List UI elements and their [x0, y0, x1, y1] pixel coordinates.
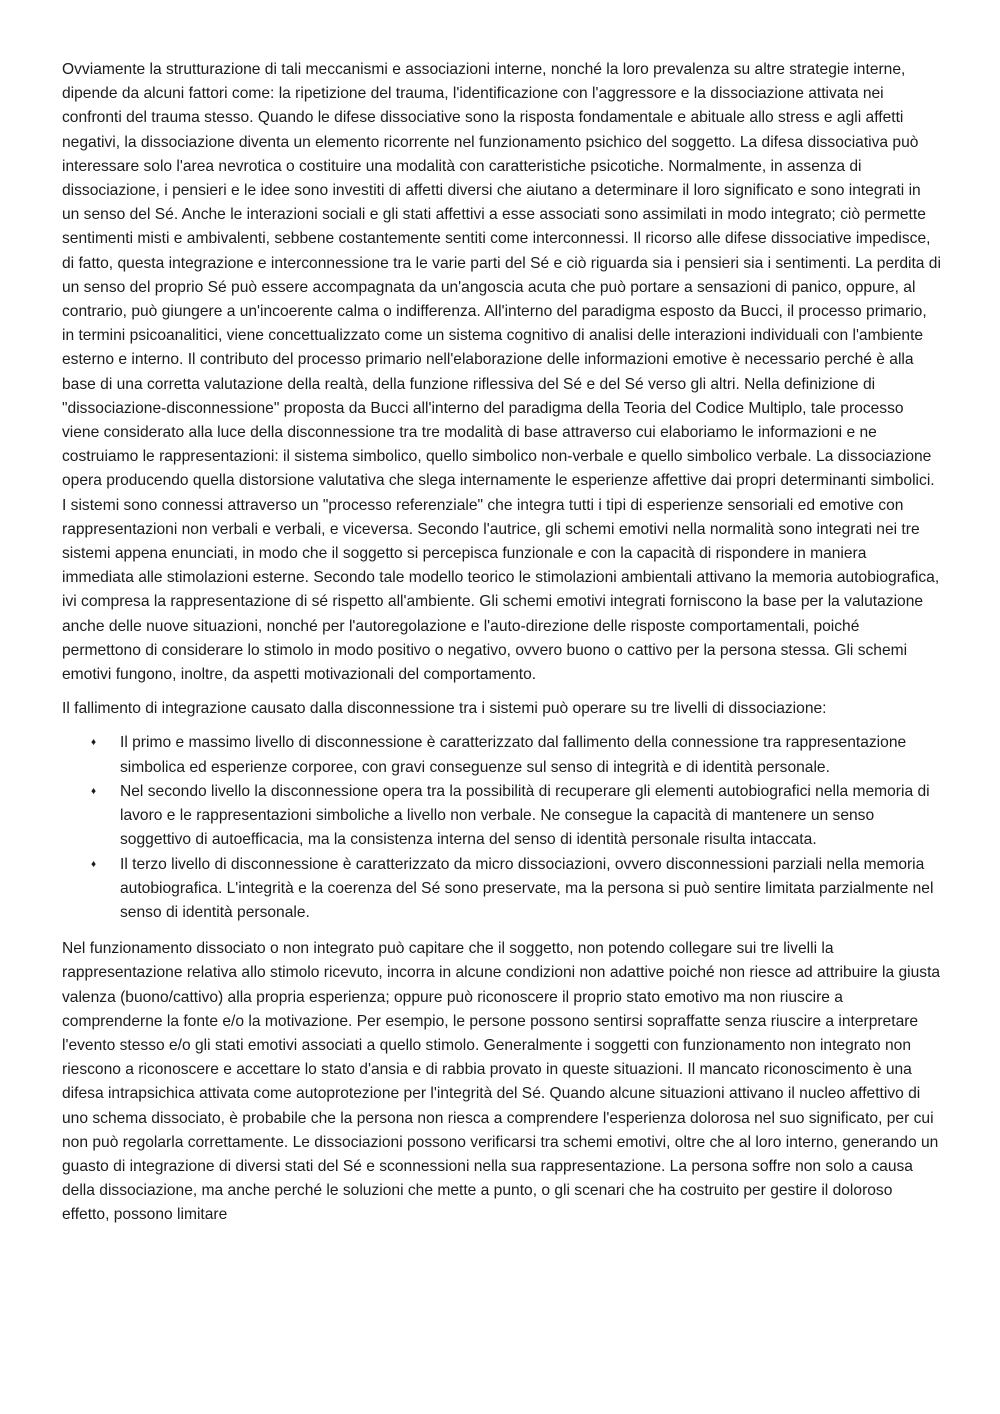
list-item-level-two — [91, 780, 942, 853]
list-item-text: Nel secondo livello la disconnessione opera tra la possibilità di recuperare gli elementi autobiografici nella memoria di lavoro e le rappresentazioni simboliche a livello non verbale. Ne consegue la capacità di mantenere un senso soggettivo di autoefficacia, ma la consistenza interna del senso di identità personale risulta intaccata. — [120, 782, 930, 849]
list-item-text: Il primo e massimo livello di disconnessione è caratterizzato dal fallimento della connessione tra rappresentazione simbolica ed esperienze corporee, con gravi conseguenze sul senso di integrità e di identità personale. — [120, 734, 907, 776]
paragraph-dissociation-overview: Ovviamente la strutturazione di tali meccanismi e associazioni interne, nonché la loro prevalenza su altre strategie interne, dipende da alcuni fattori come: la ripetizione del trauma, l'identificazione con l'aggressore e la dissociazione attivata nei confronti del trauma stesso. Quando le difese dissociative sono la risposta fondamentale e abituale allo stress e agli affetti negativi, la dissociazione diventa un elemento ricorrente nel funzionamento psichico del soggetto. La difesa dissociativa può interessare solo l'area nevrotica o costituire una modalità con caratteristiche psicotiche. Normalmente, in assenza di dissociazione, i pensieri e le idee sono investiti di affetti diversi che aiutano a determinare il loro significato e sono integrati in un senso del Sé. Anche le interazioni sociali e gli stati affettivi a esse associati sono assimilati in modo integrato; ciò permette sentimenti misti e ambivalenti, sebbene costantemente sentiti come interconnessi. Il ricorso alle difese dissociative impedisce, di fatto, questa integrazione e interconnessione tra le varie parti del Sé e ciò riguarda sia i pensieri sia i sentimenti. La perdita di un senso del proprio Sé può essere accompagnata da un'angoscia acuta che può portare a sensazioni di panico, oppure, al contrario, può giungere a un'incoerente calma o indifferenza. All'interno del paradigma esposto da Bucci, il processo primario, in termini psicoanalitici, viene concettualizzato come un sistema cognitivo di analisi delle interazioni individuali con l'ambiente esterno e interno. Il contributo del processo primario nell'elaborazione delle informazioni emotive è necessario perché è alla base di una corretta valutazione della realtà, della funzione riflessiva del Sé e del Sé verso gli altri. Nella definizione di "dissociazione-disconnessione" proposta da Bucci all'interno del paradigma della Teoria del Codice Multiplo, tale processo viene considerato alla luce della disconnessione tra tre modalità di base attraverso cui elaboriamo le informazioni e ne costruiamo le rappresentazioni: il sistema simbolico, quello simbolico non-verbale e quello simbolico verbale. La dissociazione opera producendo quella distorsione valutativa che slega internamente le esperienze affettive dai propri determinanti simbolici. I sistemi sono connessi attraverso un "processo referenziale" che integra tutti i tipi di esperienze sensoriali ed emotive con rappresentazioni non verbali e verbali, e viceversa. Secondo l'autrice, gli schemi emotivi nella normalità sono integrati nei tre sistemi appena enunciati, in modo che il soggetto si percepisca funzionale e con la capacità di rispondere in maniera immediata alle stimolazioni esterne. Secondo tale modello teorico le stimolazioni ambientali attivano la memoria autobiografica, ivi compresa la rappresentazione di sé rispetto all'ambiente. Gli schemi emotivi integrati forniscono la base per la valutazione anche delle nuove situazioni, nonché per l'autoregolazione e l'auto-direzione delle risposte comportamentali, poiché permettono di considerare lo stimolo in modo positivo o negativo, ovvero buono o cattivo per la persona stessa. Gli schemi emotivi fungono, inoltre, da aspetti motivazionali del comportamento. — [62, 61, 941, 684]
paragraph-integration-failure-intro: Il fallimento di integrazione causato dalla disconnessione tra i sistemi può operare su tre livelli di dissociazione: — [62, 700, 827, 718]
document-page — [62, 58, 942, 1238]
list-item-level-one — [91, 731, 942, 779]
diamond-bullet-icon: ♦ — [91, 785, 97, 797]
list-item-text: Il terzo livello di disconnessione è caratterizzato da micro dissociazioni, ovvero disconnessioni parziali nella memoria autobiografica. L'integrità e la coerenza del Sé sono preservate, ma la persona si può sentire limitata parzialmente nel senso di identità personale. — [120, 855, 934, 921]
diamond-bullet-icon: ♦ — [91, 737, 97, 749]
paragraph-non-integrated-functioning: Nel funzionamento dissociato o non integrato può capitare che il soggetto, non potendo collegare sui tre livelli la rappresentazione relativa allo stimolo ricevuto, incorra in alcune condizioni non adattive poiché non riesce ad attribuire la giusta valenza (buono/cattivo) alla propria esperienza; oppure può riconoscere il proprio stato emotivo ma non riuscire a comprenderne la fonte e/o la motivazione. Per esempio, le persone possono sentirsi sopraffatte senza riuscire a interpretare l'evento stesso e/o gli stati emotivi associati a quello stimolo. Generalmente i soggetti con funzionamento non integrato non riescono a riconoscere e accettare lo stato d'ansia e di rabbia provato in queste situazioni. Il mancato riconoscimento è una difesa intrapsichica attivata come autoprotezione per l'integrità del Sé. Quando alcune situazioni attivano il nucleo affettivo di uno schema dissociato, è probabile che la persona non riesca a comprendere l'esperienza dolorosa nel suo significato, per cui non può regolarla correttamente. Le dissociazioni possono verificarsi tra schemi emotivi, oltre che al loro interno, generando un guasto di integrazione di diversi stati del Sé e sconnessioni nella sua rappresentazione. La persona soffre non solo a causa della dissociazione, ma anche perché le soluzioni che mette a punto, o gli scenari che ha costruito per gestire il doloroso effetto, possono limitare — [62, 940, 941, 1224]
list-item-level-three — [91, 853, 942, 926]
dissociation-levels-list — [62, 731, 942, 925]
diamond-bullet-icon: ♦ — [91, 858, 97, 870]
